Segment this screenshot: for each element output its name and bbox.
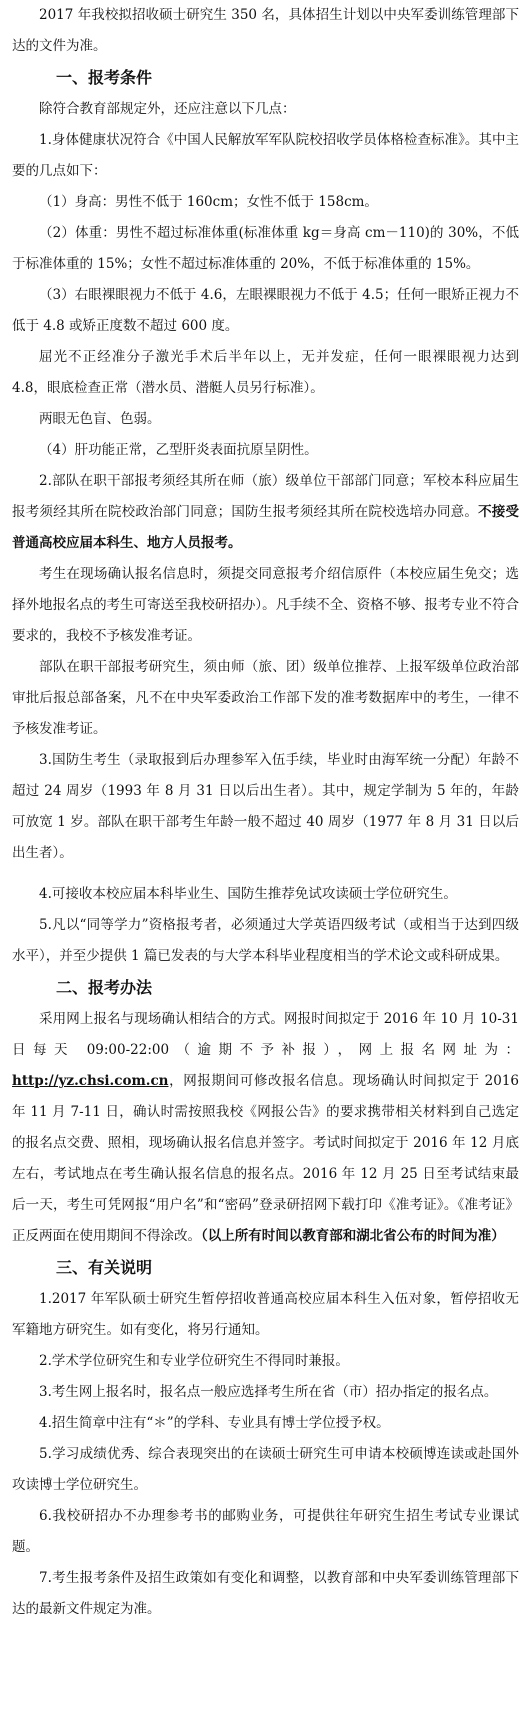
registration-url-link[interactable]: http://yz.chsi.com.cn [12, 1073, 169, 1089]
spacer [12, 869, 519, 879]
paragraph: （2）体重：男性不超过标准体重(标准体重 kg＝身高 cm－110)的 30%，不低于标准体重的 15%；女性不超过标准体重的 20%，不低于标准体重的 15%。 [12, 225, 519, 272]
paragraph-text: 采用网上报名与现场确认相结合的方式。网报时间拟定于 2016 年 10 月 10-31 日每天 09:00-22:00（逾期不予补报），网上报名网址为： [12, 1011, 519, 1058]
list-item: 2.学术学位研究生和专业学位研究生不得同时兼报。 [39, 1353, 349, 1369]
intro-paragraph: 2017 年我校拟招收硕士研究生 350 名，具体招生计划以中央军委训练管理部下达的文件为准。 [12, 7, 519, 54]
paragraph: 5.凡以“同等学力”资格报考者，必须通过大学英语四级考试（或相当于达到四级水平），并至少提供 1 篇已发表的与大学本科毕业程度相当的学术论文或科研成果。 [12, 917, 519, 964]
paragraph: 3.国防生考生（录取报到后办理参军入伍手续，毕业时由海军统一分配）年龄不超过 24 周岁（1993 年 8 月 31 日以后出生者）。其中，规定学制为 5 年的，年龄可放宽 1 岁。部队在职干部考生年龄一般不超过 40 周岁（1977 年 8 月 31 日以后出生者）。 [12, 752, 519, 861]
paragraph: 考生在现场确认报名信息时，须提交同意报考介绍信原件（本校应届生免交；选择外地报名点的考生可寄送至我校研招办）。凡手续不全、资格不够、报考专业不符合要求的，我校不予核发准考证。 [12, 566, 519, 644]
paragraph: 除符合教育部规定外，还应注意以下几点： [39, 101, 296, 117]
paragraph [12, 1004, 519, 1252]
list-item: 1.2017 年军队硕士研究生暂停招收普通高校应届本科生入伍对象，暂停招收无军籍地方研究生。如有变化，将另行通知。 [12, 1291, 519, 1338]
paragraph: 两眼无色盲、色弱。 [39, 411, 161, 427]
paragraph-text: 2.部队在职干部报考须经其所在师（旅）级单位干部部门同意；军校本科应届生报考须经其所在院校政治部门同意；国防生报考须经其所在院校选培办同意。 [12, 473, 519, 520]
section-heading-method: 二、报考办法 [56, 978, 153, 997]
paragraph-text: ，网报期间可修改报名信息。现场确认时间拟定于 2016 年 11 月 7-11 日，确认时需按照我校《网报公告》的要求携带相关材料到自己选定的报名点交费、照相，现场确认报名信息并签字。考试时间拟定于 2016 年 12 月底左右，考试地点在考生确认报名信息的报名点。2016 年 12 月 25 日至考试结束最后一天，考生可凭网报“用户名”和“密码”登录研招网下载打印《准考证》。《准考证》正反两面在使用期间不得涂改。 [12, 1073, 519, 1244]
list-item: 6.我校研招办不办理参考书的邮购业务，可提供往年研究生招生考试专业课试题。 [12, 1508, 519, 1555]
bold-notice: 不接受普通高校应届本科生、地方人员报考。 [12, 504, 520, 551]
paragraph: 屈光不正经准分子激光手术后半年以上，无并发症，任何一眼裸眼视力达到 4.8，眼底检查正常（潜水员、潜艇人员另行标准）。 [12, 349, 519, 396]
paragraph: 1.身体健康状况符合《中国人民解放军军队院校招收学员体格检查标准》。其中主要的几点如下： [12, 132, 519, 179]
paragraph [12, 466, 519, 559]
list-item: 4.招生简章中注有“＊”的学科、专业具有博士学位授予权。 [39, 1415, 390, 1431]
paragraph: （3）右眼裸眼视力不低于 4.6，左眼裸眼视力不低于 4.5；任何一眼矫正视力不低于 4.8 或矫正度数不超过 600 度。 [12, 287, 519, 334]
section-heading-notes: 三、有关说明 [56, 1258, 153, 1277]
paragraph: （1）身高：男性不低于 160cm；女性不低于 158cm。 [39, 194, 378, 210]
list-item: 7.考生报考条件及招生政策如有变化和调整，以教育部和中央军委训练管理部下达的最新文件规定为准。 [12, 1570, 519, 1617]
bold-notice: （以上所有时间以教育部和湖北省公布的时间为准） [201, 1228, 505, 1244]
paragraph: （4）肝功能正常，乙型肝炎表面抗原呈阴性。 [39, 442, 318, 458]
paragraph: 部队在职干部报考研究生，须由师（旅、团）级单位推荐、上报军级单位政治部审批后报总部备案，凡不在中央军委政治工作部下发的准考数据库中的考生，一律不予核发准考证。 [12, 659, 519, 737]
paragraph: 4.可接收本校应届本科毕业生、国防生推荐免试攻读硕士学位研究生。 [39, 886, 457, 902]
section-heading-conditions: 一、报考条件 [56, 68, 153, 87]
list-item: 5.学习成绩优秀、综合表现突出的在读硕士研究生可申请本校硕博连读或赴国外攻读博士学位研究生。 [12, 1446, 519, 1493]
list-item: 3.考生网上报名时，报名点一般应选择考生所在省（市）招办指定的报名点。 [39, 1384, 498, 1400]
